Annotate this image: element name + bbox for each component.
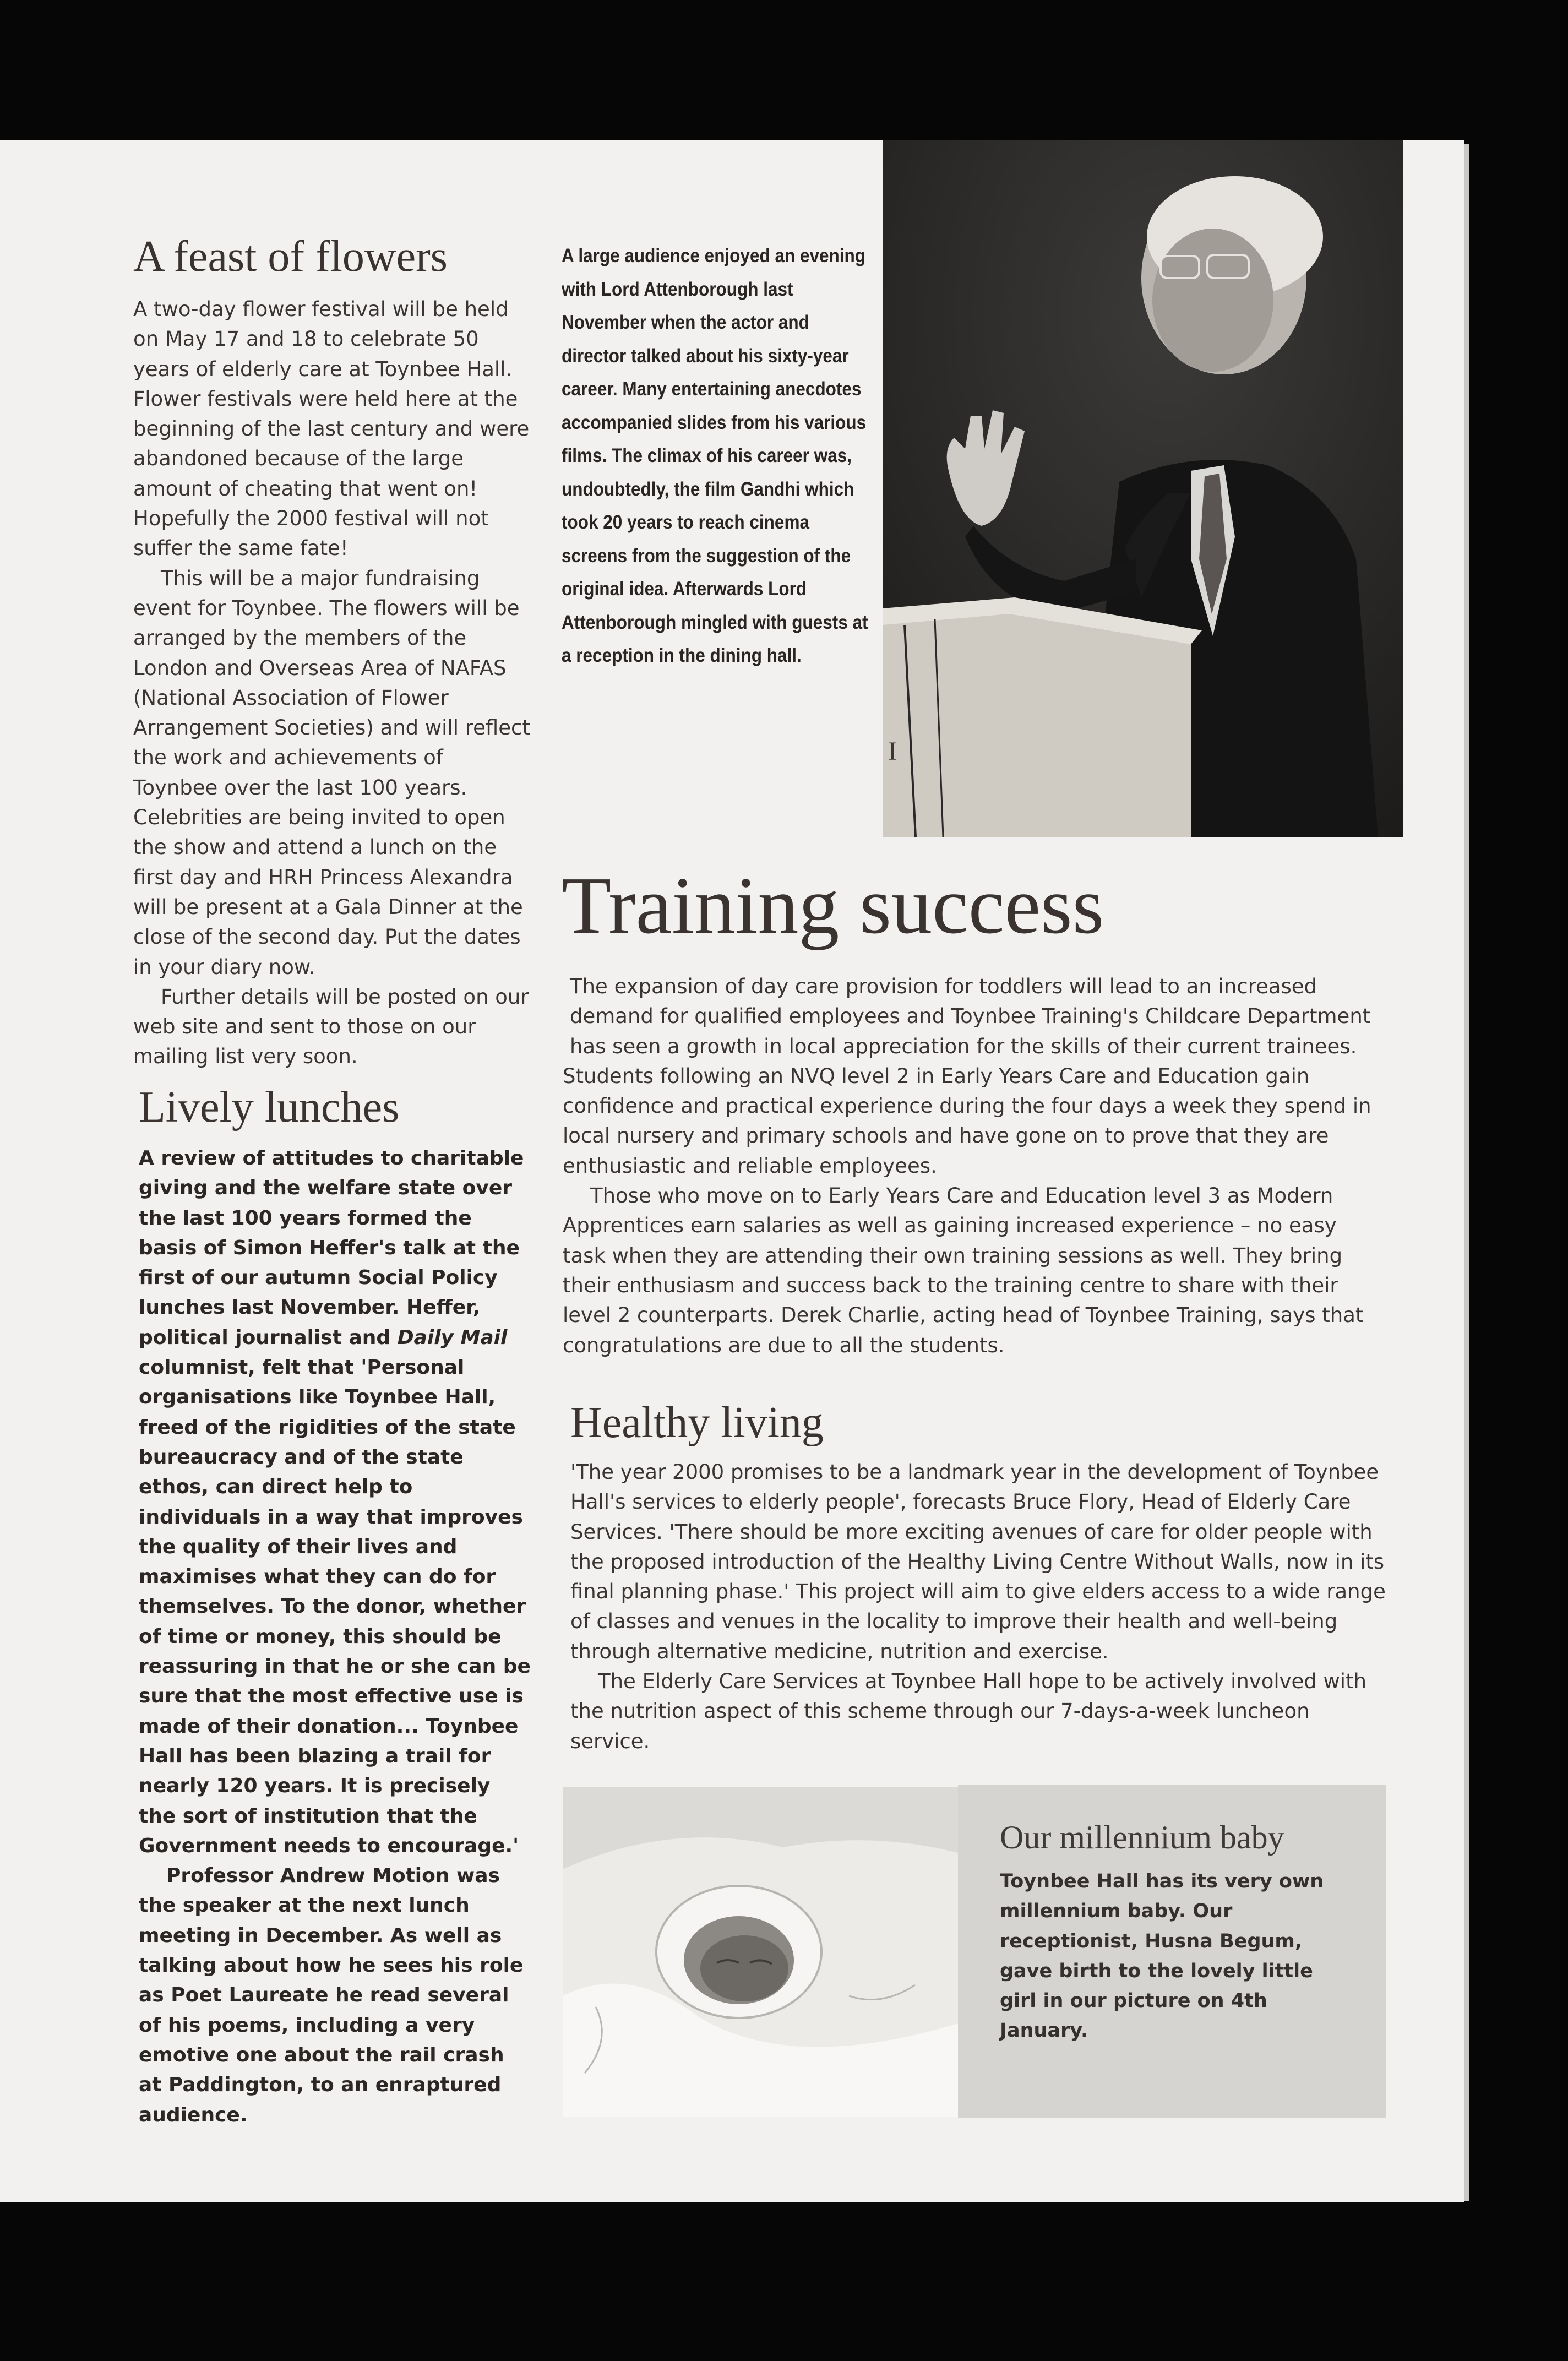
baby-text: Toynbee Hall has its very own millennium baby. Our receptionist, Husna Begum, gave birth to the lovely little girl in our picture on 4th January. [1000, 1870, 1324, 2042]
healthy-title: Healthy living [570, 1399, 824, 1447]
baby-photo [563, 1787, 958, 2117]
healthy-article [570, 1457, 1391, 1756]
training-title: Training success [562, 861, 1104, 951]
baby-title: Our millennium baby [1000, 1819, 1284, 1856]
lunches-article [139, 1144, 532, 2130]
lunches-paragraph: Professor Andrew Motion was the speaker at the next lunch meeting in December. As well as talking about how he sees his role as Poet Laureate he read several of his poems, including a very emotive one about the rail crash at Paddington, to an enraptured audience. [139, 1864, 524, 2126]
healthy-paragraph: The Elderly Care Services at Toynbee Hall hope to be actively involved with the nutrition aspect of this scheme through our 7-days-a-week luncheon service. [570, 1669, 1367, 1753]
lunches-title: Lively lunches [139, 1083, 400, 1131]
lectern-mark-glyph: I [888, 737, 897, 766]
training-paragraph: Those who move on to Early Years Care and Education level 3 as Modern Apprentices earn salaries as well as gaining increased experience – no easy task when they are attending their own training sessions as well. They bring their enthusiasm and success back to the training centre to share with their level 2 counterparts. Derek Charlie, acting head of Toynbee Training, says that congratulations are due to all the students. [563, 1184, 1364, 1357]
training-paragraph: Students following an NVQ level 2 in Early Years Care and Education gain confidence and practical experience during the four days a week they spend in local nursery and primary schools and have gone on to prove that they are enthusiastic and reliable employees. [563, 1064, 1371, 1178]
speaker-at-lectern-image [883, 140, 1403, 837]
page-edge [1464, 144, 1469, 2201]
newborn-baby-image [563, 1787, 958, 2117]
feast-title: A feast of flowers [133, 232, 448, 281]
healthy-paragraph: 'The year 2000 promises to be a landmark year in the development of Toynbee Hall's services to elderly people', forecasts Bruce Flory, Head of Elderly Care Services. 'There should be more exciting avenues of care for older people with the proposed introduction of the Healthy Living Centre Without Walls, now in its final planning phase.' This project will aim to give elders access to a wide range of classes and venues in the locality to improve their health and well-being through alternative medicine, nutrition and exercise. [570, 1460, 1386, 1663]
feast-paragraph: Further details will be posted on our web site and sent to those on our mailing list very soon. [133, 984, 529, 1069]
feast-paragraph: A two-day flower festival will be held on May 17 and 18 to celebrate 50 years of elderly care at Toynbee Hall. Flower festivals were held here at the beginning of the last century and were abandoned because of the large amount of cheating that went on! Hopefully the 2000 festival will not suffer the same fate! [133, 297, 530, 561]
feast-article [133, 295, 532, 1072]
feast-paragraph: This will be a major fundraising event for Toynbee. The flowers will be arranged by the members of the London and Overseas Area of NAFAS (National Association of Flower Arrangement Societies) and will reflect the work and achievements of Toynbee over the last 100 years. Celebrities are being invited to open the show and attend a lunch on the first day and HRH Princess Alexandra will be present at a Gala Dinner at the close of the second day. Put the dates in your diary now. [133, 566, 530, 979]
attenborough-caption [562, 240, 870, 673]
lunches-paragraph: A review of attitudes to charitable giving and the welfare state over the last 100 years formed the basis of Simon Heffer's talk at the first of our autumn Social Policy lunches last November. Heffer, political journalist and Daily Mail columnist, felt that 'Personal organisations like Toynbee Hall, freed of the rigidities of the state bureaucracy and of the state ethos, can direct help to individuals in a way that improves the quality of their lives and maximises what they can do for themselves. To the donor, whether of time or money, this should be reassuring in that he or she can be sure that the most effective use is made of their donation... Toynbee Hall has been blazing a trail for nearly 120 years. It is precisely the sort of institution that the Government needs to encourage.' [139, 1147, 531, 1857]
training-paragraph: The expansion of day care provision for toddlers will lead to an increased demand for qualified employees and Toynbee Training's Childcare Department has seen a growth in local appreciation for the skills of their current trainees. [570, 975, 1371, 1058]
caption-text: A large audience enjoyed an evening with Lord Attenborough last November when the actor and director talked about his sixty-year career. Many entertaining anecdotes accompanied slides from his various films. The climax of his career was, undoubtedly, the film Gandhi which took 20 years to reach cinema screens from the suggestion of the original idea. Afterwards Lord Attenborough mingled with guests at a reception in the dining hall. [562, 245, 868, 666]
attenborough-photo [883, 140, 1403, 837]
training-article [563, 972, 1383, 1361]
millennium-baby-box [958, 1785, 1386, 2118]
